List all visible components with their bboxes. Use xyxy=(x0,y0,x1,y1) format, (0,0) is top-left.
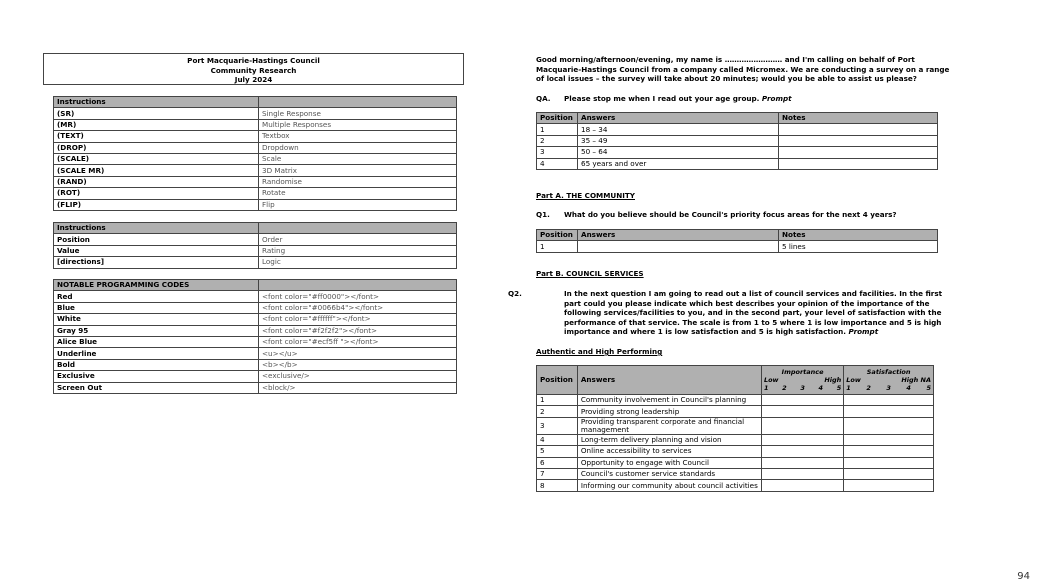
row-value: Single Response xyxy=(259,108,457,119)
scale-point: 3 xyxy=(886,384,891,392)
answer-cell xyxy=(578,241,779,252)
q2-rating-table xyxy=(536,365,934,492)
row-value: <font color="#ff0000"></font> xyxy=(259,291,457,302)
title-line-1: Port Macquarie-Hastings Council xyxy=(187,56,320,65)
table-row xyxy=(54,165,457,176)
notes-cell xyxy=(779,124,938,135)
row-value: Scale xyxy=(259,153,457,164)
row-value: Logic xyxy=(259,257,457,268)
satisfaction-rating-cell[interactable] xyxy=(844,417,934,434)
table-row xyxy=(54,336,457,347)
table-row xyxy=(537,468,934,479)
row-value: Dropdown xyxy=(259,142,457,153)
row-value: <font color="#ecf5ff "></font> xyxy=(259,336,457,347)
table-row xyxy=(54,176,457,187)
scale-point: 5 xyxy=(836,384,842,392)
row-label: Position xyxy=(54,234,259,245)
table-row xyxy=(54,234,457,245)
notes-cell xyxy=(779,147,938,158)
importance-rating-cell[interactable] xyxy=(761,446,843,457)
satisfaction-rating-cell[interactable] xyxy=(844,395,934,406)
table-row xyxy=(537,417,934,434)
prompt-label: Prompt xyxy=(848,327,879,336)
row-label: Value xyxy=(54,245,259,256)
answer-cell: Informing our community about council activities xyxy=(577,480,761,491)
satisfaction-rating-cell[interactable] xyxy=(844,434,934,445)
row-label: Exclusive xyxy=(54,371,259,382)
answer-cell: Community involvement in Council's planning xyxy=(577,395,761,406)
position-cell: 1 xyxy=(537,124,578,135)
row-value: Textbox xyxy=(259,131,457,142)
row-label: Underline xyxy=(54,348,259,359)
scale-point: 4 xyxy=(818,384,824,392)
question-text: In the next question I am going to read out a list of council services and facilities. In the first part could you please indicate which best describes your opinion of the importance of the following services/facilities to you, and in the second part, your level of satisfaction with the performance of that service. The scale is from 1 to 5 where 1 is low importance and 5 is high importance and where 1 is low satisfaction and 5 is high satisfaction. xyxy=(564,289,943,336)
subsection-heading: Authentic and High Performing xyxy=(536,347,663,356)
title-line-2: Community Research xyxy=(210,65,297,75)
table-row xyxy=(54,291,457,302)
table-row xyxy=(54,199,457,210)
row-label: (SCALE MR) xyxy=(54,165,259,176)
row-value: Order xyxy=(259,234,457,245)
table-header-row xyxy=(54,97,457,108)
satisfaction-rating-cell[interactable] xyxy=(844,406,934,417)
question-text: Please stop me when I read out your age group. xyxy=(564,94,760,103)
question-number: QA. xyxy=(536,94,551,103)
notes-cell: 5 lines xyxy=(779,241,938,252)
row-value: Randomise xyxy=(259,176,457,187)
table-title: Instructions xyxy=(54,223,259,234)
table-row xyxy=(54,348,457,359)
satisfaction-rating-cell[interactable] xyxy=(844,457,934,468)
table-row xyxy=(54,188,457,199)
table-row xyxy=(54,245,457,256)
table-row xyxy=(54,325,457,336)
row-label: (ROT) xyxy=(54,188,259,199)
table-row xyxy=(537,406,934,417)
scale-point: 1 xyxy=(846,384,851,392)
table-row xyxy=(54,257,457,268)
table-row xyxy=(537,135,938,146)
table-header-row xyxy=(54,223,457,234)
satisfaction-rating-cell[interactable] xyxy=(844,446,934,457)
row-value: Multiple Responses xyxy=(259,119,457,130)
row-value: <b></b> xyxy=(259,359,457,370)
table-row xyxy=(54,314,457,325)
table-row xyxy=(54,153,457,164)
importance-rating-cell[interactable] xyxy=(761,406,843,417)
row-value: <font color="#0066b4"></font> xyxy=(259,302,457,313)
instructions-table-2 xyxy=(53,222,457,269)
table-row xyxy=(537,457,934,468)
importance-rating-cell[interactable] xyxy=(761,417,843,434)
table-row xyxy=(54,142,457,153)
importance-rating-cell[interactable] xyxy=(761,480,843,491)
position-cell: 8 xyxy=(537,480,578,491)
scale-point: 3 xyxy=(800,384,805,392)
title-line-3: July 2024 xyxy=(234,75,273,84)
importance-rating-cell[interactable] xyxy=(761,395,843,406)
row-label: Bold xyxy=(54,359,259,370)
answer-cell: Council's customer service standards xyxy=(577,468,761,479)
prompt-label: Prompt xyxy=(761,94,792,103)
position-cell: 1 xyxy=(537,241,578,252)
importance-rating-cell[interactable] xyxy=(761,468,843,479)
scale-point: 2 xyxy=(782,384,787,392)
page-number: 94 xyxy=(1017,571,1030,582)
row-label: Blue xyxy=(54,302,259,313)
table-row xyxy=(537,446,934,457)
q1-answers-table xyxy=(536,229,938,253)
row-label: (TEXT) xyxy=(54,131,259,142)
instructions-table xyxy=(53,96,457,211)
position-cell: 1 xyxy=(537,395,578,406)
section-heading-part-a: Part A. THE COMMUNITY xyxy=(536,191,635,200)
row-label: [directions] xyxy=(54,257,259,268)
answer-cell: Long-term delivery planning and vision xyxy=(577,434,761,445)
question-qa xyxy=(536,94,792,104)
row-value: <font color="#f2f2f2"></font> xyxy=(259,325,457,336)
answer-cell: Providing transparent corporate and financial management xyxy=(577,417,761,434)
programming-codes-table xyxy=(53,279,457,394)
row-value: Flip xyxy=(259,199,457,210)
row-value: Rotate xyxy=(259,188,457,199)
scale-point: 4 xyxy=(906,384,911,392)
intro-paragraph: Good morning/afternoon/evening, my name is …………………… and I'm calling on behalf of Port Macquarie-Hastings Council from a company called Micromex. We are conducting a survey on a range of local issues – the survey will take about 20 minutes; would you be able to assist us please? xyxy=(536,55,950,83)
importance-header: Importance Low High 1 2 3 4 5 xyxy=(761,366,843,395)
row-value: <block/> xyxy=(259,382,457,393)
question-q1 xyxy=(536,210,897,220)
table-row xyxy=(537,147,938,158)
table-row xyxy=(537,124,938,135)
row-value: Rating xyxy=(259,245,457,256)
satisfaction-rating-cell[interactable] xyxy=(844,468,934,479)
table-row xyxy=(54,382,457,393)
row-label: (FLIP) xyxy=(54,199,259,210)
row-label: Gray 95 xyxy=(54,325,259,336)
row-label: Screen Out xyxy=(54,382,259,393)
position-cell: 2 xyxy=(537,406,578,417)
satisfaction-header: Satisfaction Low High NA 1 2 3 4 5 xyxy=(844,366,934,395)
answer-cell: Online accessibility to services xyxy=(577,446,761,457)
position-cell: 4 xyxy=(537,434,578,445)
question-text: What do you believe should be Council's priority focus areas for the next 4 years? xyxy=(564,210,897,219)
document-title-box xyxy=(43,53,464,85)
position-cell: 3 xyxy=(537,147,578,158)
table-row xyxy=(537,395,934,406)
table-row xyxy=(54,119,457,130)
answer-cell: 65 years and over xyxy=(578,158,779,169)
row-value: <u></u> xyxy=(259,348,457,359)
row-label: (MR) xyxy=(54,119,259,130)
importance-rating-cell[interactable] xyxy=(761,457,843,468)
row-label: (SCALE) xyxy=(54,153,259,164)
answer-cell: 50 – 64 xyxy=(578,147,779,158)
notes-cell xyxy=(779,135,938,146)
table-row xyxy=(54,131,457,142)
table-row xyxy=(537,480,934,491)
row-value: <exclusive/> xyxy=(259,371,457,382)
table-row xyxy=(54,302,457,313)
table-row xyxy=(537,158,938,169)
position-cell: 6 xyxy=(537,457,578,468)
satisfaction-rating-cell[interactable] xyxy=(844,480,934,491)
importance-rating-cell[interactable] xyxy=(761,434,843,445)
table-title: NOTABLE PROGRAMMING CODES xyxy=(54,280,259,291)
table-header-row xyxy=(54,280,457,291)
row-label: Alice Blue xyxy=(54,336,259,347)
row-value: <font color="#ffffff"></font> xyxy=(259,314,457,325)
table-row xyxy=(54,359,457,370)
question-q2 xyxy=(508,289,952,337)
scale-point: 1 xyxy=(763,384,769,392)
notes-cell xyxy=(779,158,938,169)
position-cell: 4 xyxy=(537,158,578,169)
position-cell: 3 xyxy=(537,417,578,434)
table-row xyxy=(537,241,938,252)
answer-cell: Opportunity to engage with Council xyxy=(577,457,761,468)
scale-point: 2 xyxy=(866,384,871,392)
row-label: Red xyxy=(54,291,259,302)
table-header-row: Position Answers Notes xyxy=(537,230,938,241)
position-cell: 2 xyxy=(537,135,578,146)
table-header-row: Position Answers Notes xyxy=(537,113,938,124)
table-row xyxy=(54,371,457,382)
question-number: Q1. xyxy=(536,210,550,219)
question-number: Q2. xyxy=(508,289,522,298)
row-label: (RAND) xyxy=(54,176,259,187)
qa-answers-table xyxy=(536,112,938,170)
row-label: (SR) xyxy=(54,108,259,119)
table-row xyxy=(537,434,934,445)
table-header-row: Position Answers Importance Low High 1 2 3 4 5 Satisfaction Low High NA 1 2 3 4 5 xyxy=(537,366,934,395)
table-row xyxy=(54,108,457,119)
scale-point: 5 xyxy=(926,384,931,392)
section-heading-part-b: Part B. COUNCIL SERVICES xyxy=(536,269,644,278)
position-cell: 5 xyxy=(537,446,578,457)
answer-cell: 35 – 49 xyxy=(578,135,779,146)
row-value: 3D Matrix xyxy=(259,165,457,176)
answer-cell: Providing strong leadership xyxy=(577,406,761,417)
answer-cell: 18 – 34 xyxy=(578,124,779,135)
table-title: Instructions xyxy=(54,97,259,108)
position-cell: 7 xyxy=(537,468,578,479)
row-label: White xyxy=(54,314,259,325)
row-label: (DROP) xyxy=(54,142,259,153)
